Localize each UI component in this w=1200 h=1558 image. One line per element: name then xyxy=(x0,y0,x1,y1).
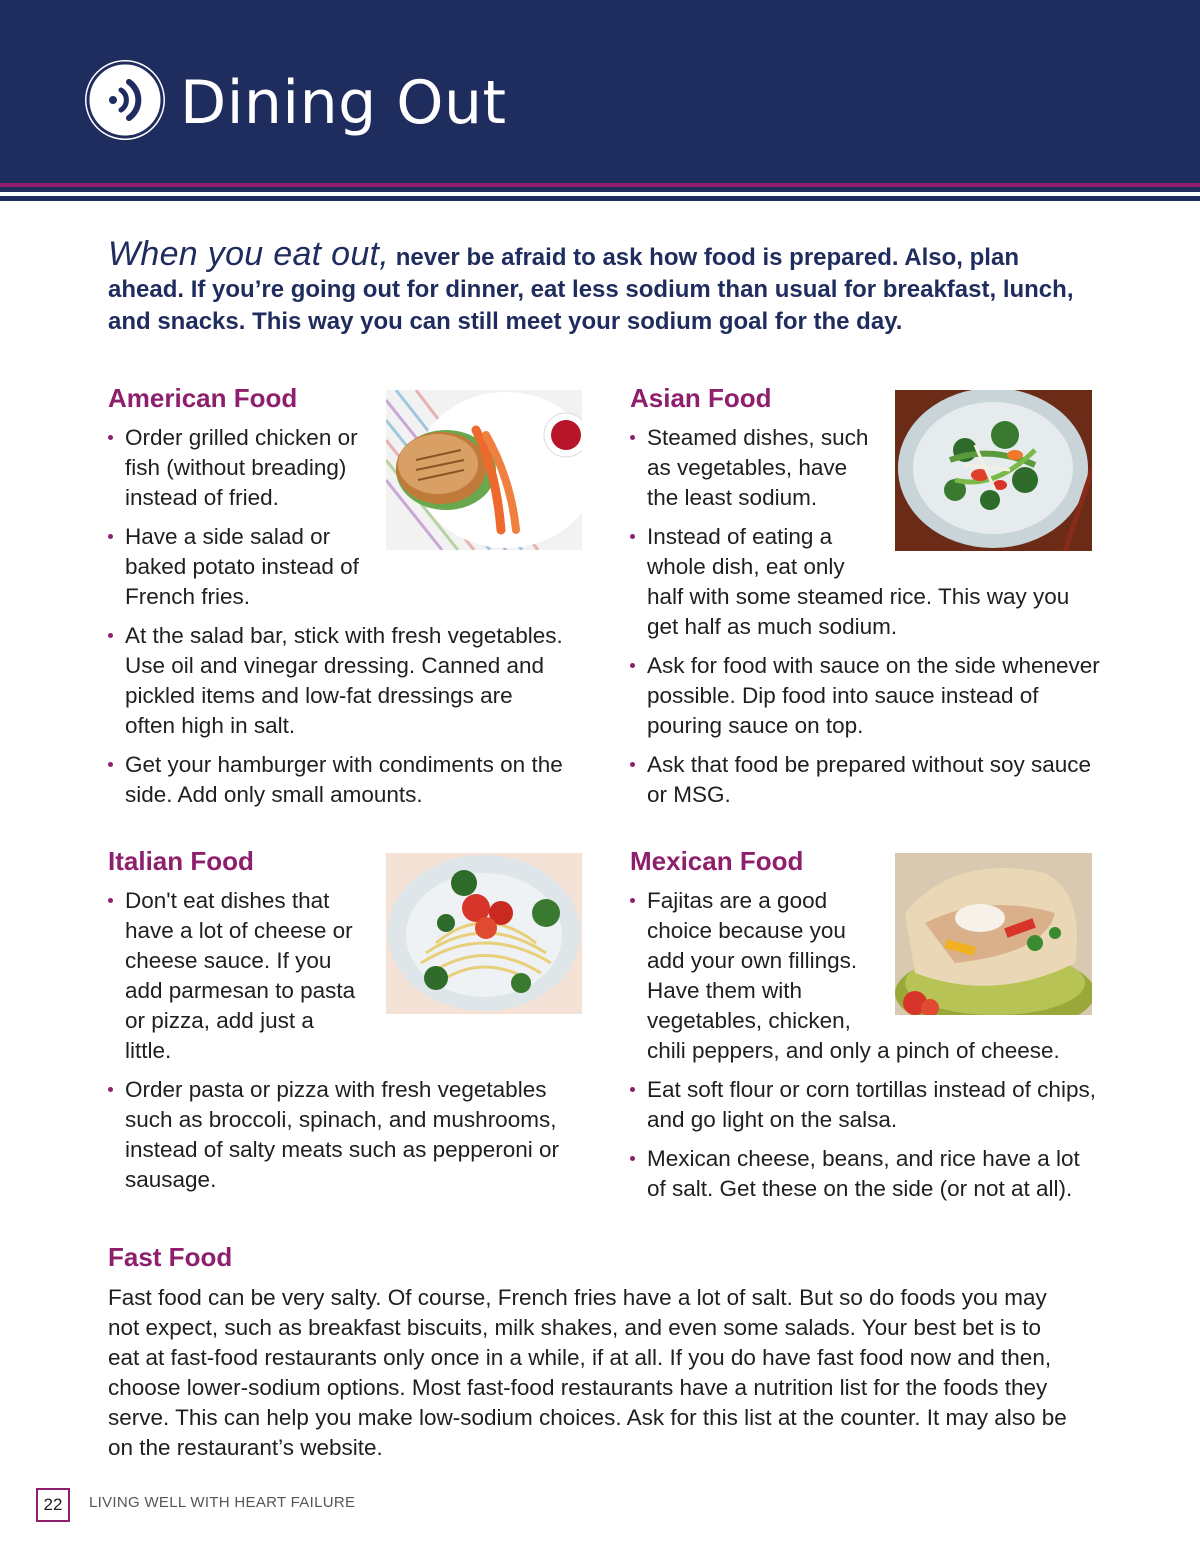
list-american xyxy=(108,423,568,819)
page-title: Dining Out xyxy=(180,68,507,138)
intro-paragraph xyxy=(108,235,1098,338)
list-item: Don't eat dishes that have a lot of cheese or cheese sauce. If you add parmesan to pasta or pizza, add just a little. xyxy=(108,886,358,1066)
list-item: Ask for food with sauce on the side whenever possible. Dip food into sauce instead of pouring sauce on top. xyxy=(630,651,1100,741)
list-italian xyxy=(108,886,578,1204)
intro-lead: When you eat out, xyxy=(108,235,390,273)
intro-text: never be afraid to ask how food is prepared. Also, plan ahead. If you’re going out for dinner, eat less sodium than usual for breakfast, lunch, and snacks. This way you can still meet your sodium goal for the day. xyxy=(108,244,1074,335)
header-stripe xyxy=(0,196,1200,201)
list-mexican xyxy=(630,886,1100,1213)
list-item: Instead of eating a whole dish, eat only half with some steamed rice. This way you get half as much sodium. xyxy=(630,522,1100,642)
list-item: Fajitas are a good choice because you add your own fillings. Have them with vegetables, chicken, chili peppers, and only a pinch of cheese. xyxy=(630,886,1100,1066)
section-title-asian: Asian Food xyxy=(630,383,772,413)
section-title-fast: Fast Food xyxy=(108,1242,233,1272)
list-item: At the salad bar, stick with fresh vegetables. Use oil and vinegar dressing. Canned and pickled items and low-fat dressings are often high in salt. xyxy=(108,621,568,741)
list-item: Mexican cheese, beans, and rice have a lot of salt. Get these on the side (or not at all). xyxy=(630,1144,1100,1204)
page-number: 22 xyxy=(36,1488,70,1522)
list-item: Order grilled chicken or fish (without breading) instead of fried. xyxy=(108,423,378,513)
list-item: Eat soft flour or corn tortillas instead of chips, and go light on the salsa. xyxy=(630,1075,1100,1135)
running-title: LIVING WELL WITH HEART FAILURE xyxy=(89,1494,356,1511)
section-title-american: American Food xyxy=(108,383,298,413)
list-item: Order pasta or pizza with fresh vegetables such as broccoli, spinach, and mushrooms, instead of salty meats such as pepperoni or sausage. xyxy=(108,1075,578,1195)
header-stripe xyxy=(0,187,1200,192)
sound-waves-icon xyxy=(85,60,165,140)
section-title-italian: Italian Food xyxy=(108,846,254,876)
list-asian xyxy=(630,423,1100,819)
list-item: Get your hamburger with condiments on the side. Add only small amounts. xyxy=(108,750,568,810)
section-title-mexican: Mexican Food xyxy=(630,846,804,876)
photo-wrap-spacer xyxy=(880,522,1100,572)
list-item: Have a side salad or baked potato instead of French fries. xyxy=(108,522,378,612)
list-item: Ask that food be prepared without soy sauce or MSG. xyxy=(630,750,1100,810)
fast-food-paragraph: Fast food can be very salty. Of course, French fries have a lot of salt. But so do foods you may not expect, such as breakfast biscuits, milk shakes, and even some salads. Your best bet is to eat at fast-food restaurants only once in a while, if at all. If you do have fast food now and then, choose lower-sodium options. Most fast-food restaurants have a nutrition list for the foods they serve. This can help you make low-sodium choices. Ask for this list at the counter. It may also be on the restaurant’s website. xyxy=(108,1285,1067,1460)
photo-wrap-spacer xyxy=(878,886,1100,1026)
list-item: Steamed dishes, such as vegetables, have the least sodium. xyxy=(630,423,880,513)
